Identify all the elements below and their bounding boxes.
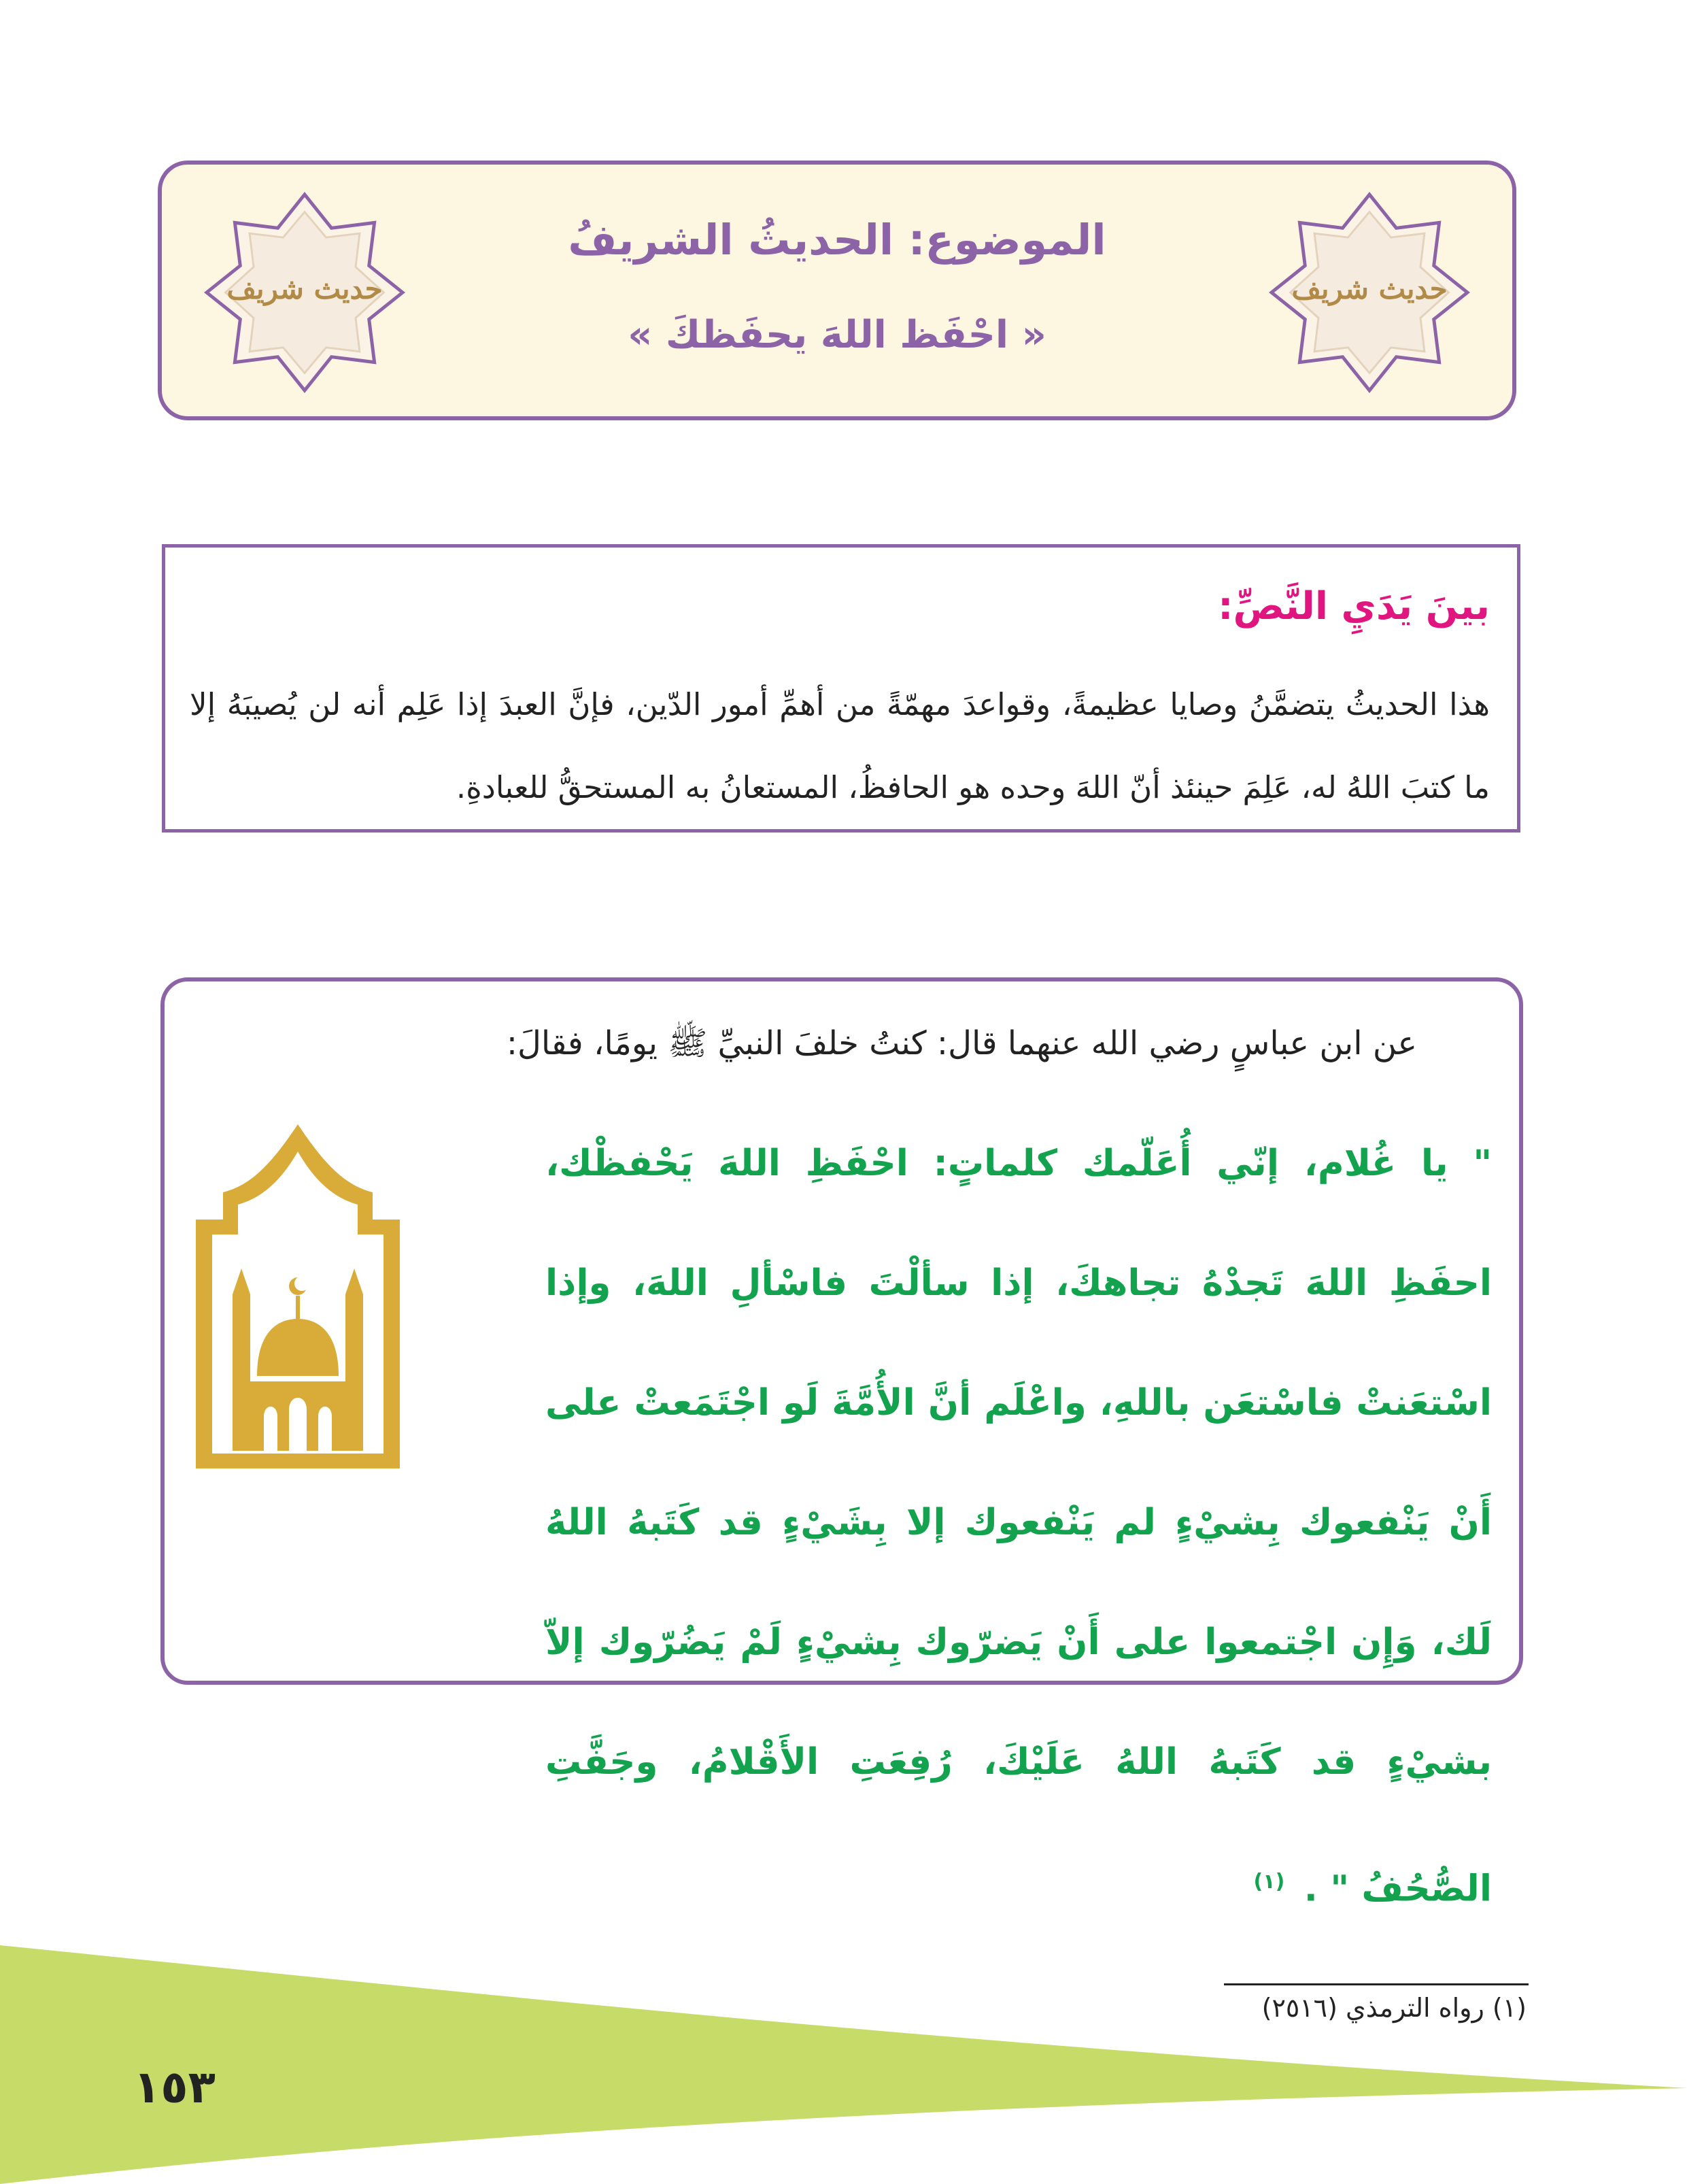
hadith-logo-text: حديث شريف: [226, 272, 383, 305]
topic-banner: [158, 161, 1516, 420]
mosque-icon: [189, 1118, 407, 1471]
intro-box: [162, 544, 1520, 833]
footnote: (١) رواه الترمذي (٢٥١٦): [1261, 1993, 1527, 2023]
decorative-swoosh: [0, 1945, 1687, 2184]
footnote-reference: (١): [1253, 1870, 1285, 1894]
hadith-text: " يا غُلام، إنّي أُعَلّمك كلماتٍ: احْفَظِ اللهَ يَحْفظْك، احفَظِ اللهَ تَجدْهُ تجاهكَ، إذا سألْتَ فاسْألِ اللهَ، وإذا اسْتعَنتْ فاسْتعَن باللهِ، واعْلَم أنَّ الأُمَّةَ لَو اجْتَمَعتْ على أَنْ يَنْفعوك بِشيْءٍ لم يَنْفعوك إلا بِشَيْءٍ قد كَتَبهُ اللهُ لَك، وَإِن اجْتمعوا على أَنْ يَضرّوك بِشيْءٍ لَمْ يَضُرّوك إلاّ بشيْءٍ قد كَتَبهُ اللهُ عَلَيْكَ، رُفِعَتِ الأَقْلامُ، وجَفَّتِ الصُّحُفُ " .: [545, 1143, 1492, 1910]
footnote-divider: [1224, 1983, 1529, 1985]
lesson-subtitle: « احْفَظ اللهَ يحفَظكَ »: [628, 313, 1046, 357]
hadith-box: [160, 977, 1523, 1910]
page-title: الموضوع: الحديثُ الشريفُ: [568, 215, 1106, 265]
hadith-logo-text: حديث شريف: [1291, 272, 1448, 305]
intro-paragraph: هذا الحديثُ يتضمَّنُ وصايا عظيمةً، وقواعدَ مهمّةً من أهمِّ أمور الدّين، فإنَّ العبدَ إذا عَلِم أنه لن يُصيبَهُ إلا ما كتبَ اللهُ له، عَلِمَ حينئذ أنّ اللهَ وحده هو الحافظُ، المستعانُ به المستحقُّ للعبادةِ.: [190, 686, 1490, 805]
page-number: ١٥٣: [133, 2061, 216, 2113]
hadith-narrator-line: عن ابن عباسٍ رضي الله عنهما قال: كنتُ خلفَ النبيِّ ﷺ يومًا، فقالَ:: [506, 1024, 1417, 1062]
intro-heading: بينَ يَدَيِ النَّصِّ:: [1218, 584, 1490, 628]
hadith-text-block: [545, 1104, 1492, 1949]
